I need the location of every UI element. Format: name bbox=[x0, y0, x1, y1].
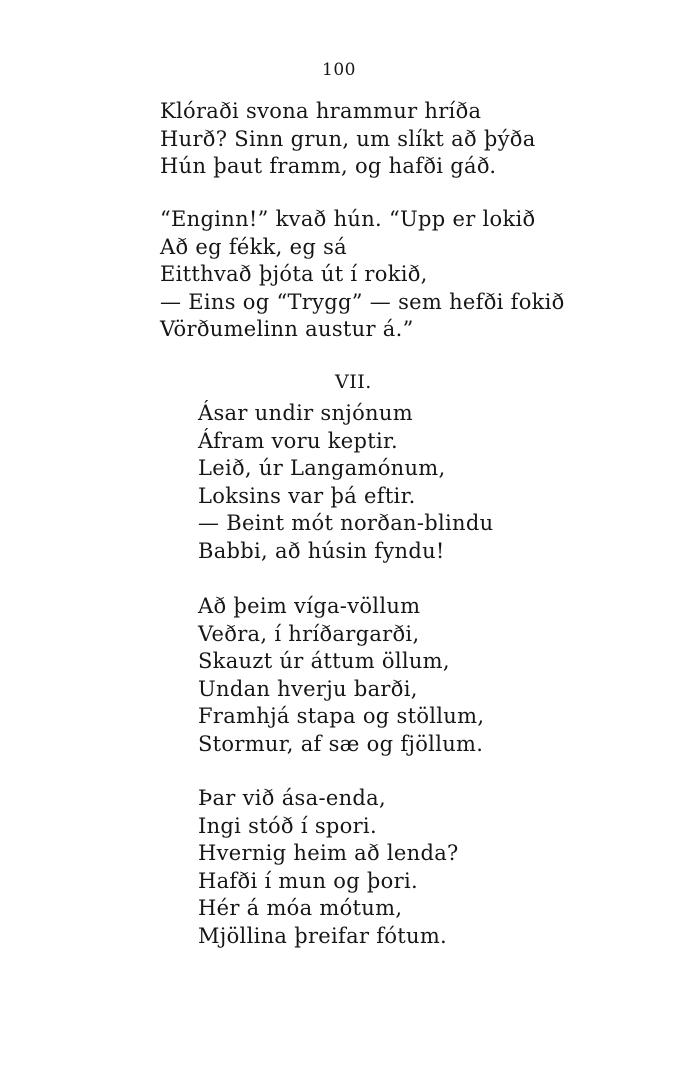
verse-line: Loksins var þá eftir. bbox=[198, 483, 416, 508]
stanza-1 bbox=[160, 98, 536, 181]
verse-line: Ingi stóð í spori. bbox=[198, 813, 377, 838]
verse-line: Mjöllina þreifar fótum. bbox=[198, 923, 448, 948]
verse-line: Hvernig heim að lenda? bbox=[198, 841, 459, 865]
verse-line: — Beint mót norðan-blindu bbox=[198, 511, 494, 535]
page-number: 100 bbox=[322, 60, 356, 80]
verse-line: Framhjá stapa og stöllum, bbox=[198, 704, 485, 728]
verse-line: Leið, úr Langamónum, bbox=[198, 456, 446, 480]
verse-line: Áfram voru keptir. bbox=[198, 428, 399, 453]
verse-line: Hafði í mun og þori. bbox=[198, 868, 418, 893]
verse-line: Veðra, í hríðargarði, bbox=[198, 621, 420, 646]
verse-line: Að eg fékk, eg sá bbox=[160, 234, 347, 259]
stanza-2 bbox=[160, 206, 565, 344]
section-heading: VII. bbox=[335, 371, 372, 393]
verse-line: Hurð? Sinn grun, um slíkt að þýða bbox=[160, 126, 536, 151]
verse-line: Eitthvað þjóta út í rokið, bbox=[160, 262, 428, 286]
verse-line: Að þeim víga-völlum bbox=[198, 594, 421, 618]
verse-line: Hér á móa mótum, bbox=[198, 896, 403, 920]
verse-line: Stormur, af sæ og fjöllum. bbox=[198, 731, 484, 756]
verse-line: Babbi, að húsin fyndu! bbox=[198, 538, 445, 563]
verse-line: “Enginn!” kvað hún. “Upp er lokið bbox=[160, 207, 536, 231]
verse-line: Hún þaut framm, og hafði gáð. bbox=[160, 154, 497, 178]
verse-line: — Eins og “Trygg” — sem hefði fokið bbox=[160, 289, 565, 314]
verse-line: Klóraði svona hrammur hríða bbox=[160, 99, 482, 123]
verse-line: Undan hverju barði, bbox=[198, 676, 418, 701]
verse-line: Ásar undir snjónum bbox=[198, 401, 413, 425]
stanza-3 bbox=[198, 400, 493, 565]
stanza-5 bbox=[198, 785, 459, 950]
verse-line: Skauzt úr áttum öllum, bbox=[198, 649, 450, 673]
verse-line: Vörðumelinn austur á.” bbox=[160, 317, 414, 341]
verse-line: Þar við ása-enda, bbox=[198, 786, 386, 810]
stanza-4 bbox=[198, 593, 484, 758]
